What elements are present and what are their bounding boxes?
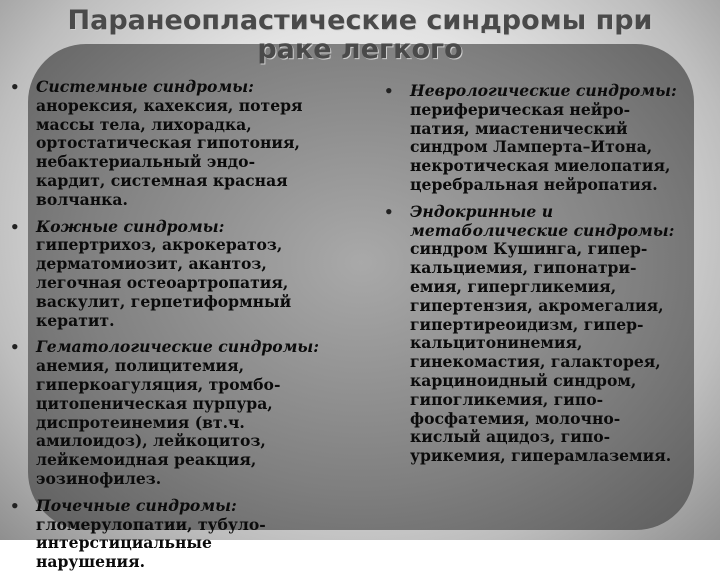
item-text-line: интерстициальные xyxy=(36,533,212,553)
item-text-line: лейкемоидная реакция, xyxy=(36,450,257,470)
item-text-line: массы тела, лихорадка, xyxy=(36,114,252,134)
item-heading: Гематологические синдромы: xyxy=(36,337,320,357)
item-text-line: периферическая нейро- xyxy=(410,99,631,119)
item-text-line: гипертрихоз, акрокератоз, xyxy=(36,235,283,255)
item-text-line: некротическая миелопатия, xyxy=(410,156,671,176)
list-item-renal xyxy=(8,497,374,572)
item-text-line: эозинофилез. xyxy=(36,468,162,488)
item-text-line: анемия, полицитемия, xyxy=(36,356,245,376)
bullet-icon: • xyxy=(10,217,20,236)
left-column xyxy=(8,78,374,580)
item-text-line: ортостатическая гипотония, xyxy=(36,133,300,153)
list-item-neurologic xyxy=(382,82,714,195)
slide-title xyxy=(0,6,720,64)
right-column xyxy=(382,82,714,474)
item-text-line: кислый ацидоз, гипо- xyxy=(410,427,611,447)
title-line-2: раке легкого xyxy=(257,34,463,65)
item-text-line: цитопеническая пурпура, xyxy=(36,393,273,413)
item-text-line: небактериальный эндо- xyxy=(36,152,256,172)
title-line-1: Паранеопластические синдромы при xyxy=(67,5,653,36)
item-text-line: синдром Ламперта–Итона, xyxy=(410,137,653,157)
item-text-line: гинекомастия, галакторея, xyxy=(410,352,661,372)
bullet-icon: • xyxy=(384,202,394,221)
item-text-line: волчанка. xyxy=(36,189,128,209)
item-text-line: кальциемия, гипонатри- xyxy=(410,258,637,278)
item-text-line: васкулит, герпетиформный xyxy=(36,291,292,311)
bullet-icon: • xyxy=(10,496,20,515)
item-text-line: емия, гипергликемия, xyxy=(410,276,617,296)
list-item-systemic xyxy=(8,78,374,210)
item-text-line: диспротеинемия (вт.ч. xyxy=(36,412,245,432)
item-text-line: кальцитонинемия, xyxy=(410,333,583,353)
item-text-line: карциноидный синдром, xyxy=(410,370,637,390)
item-heading: Неврологические синдромы: xyxy=(410,81,677,100)
item-heading: Системные синдромы: xyxy=(36,77,254,96)
item-text-line: синдром Кушинга, гипер- xyxy=(410,239,648,259)
item-text-line: гипогликемия, гипо- xyxy=(410,389,604,409)
list-item-hematologic xyxy=(8,338,374,488)
item-text-line: дерматомиозит, акантоз, xyxy=(36,254,267,274)
item-text-line: кардит, системная красная xyxy=(36,170,288,190)
item-text-line: анорексия, кахексия, потеря xyxy=(36,95,303,115)
item-text-line: гипертиреоидизм, гипер- xyxy=(410,314,644,334)
item-text-line: амилоидоз), лейкоцитоз, xyxy=(36,431,266,451)
item-text-line: легочная остеоартропатия, xyxy=(36,272,289,292)
item-text-line: патия, миастенический xyxy=(410,118,628,138)
bullet-icon: • xyxy=(10,338,20,357)
item-heading: Почечные синдромы: xyxy=(36,495,237,515)
list-item-endocrine xyxy=(382,203,714,466)
item-text-line: гиперкоагуляция, тромбо- xyxy=(36,374,281,394)
bullet-icon: • xyxy=(10,78,20,96)
item-text-line: нарушения. xyxy=(36,552,146,572)
item-text-line: урикемия, гиперамлаземия. xyxy=(410,446,672,466)
list-item-skin xyxy=(8,218,374,331)
item-text-line: фосфатемия, молочно- xyxy=(410,408,621,428)
item-text-line: гипертензия, акромегалия, xyxy=(410,295,664,315)
item-heading: метаболические синдромы: xyxy=(410,220,675,240)
item-heading: Кожные синдромы: xyxy=(36,216,225,236)
item-text-line: гломерулопатии, тубуло- xyxy=(36,514,266,534)
item-text-line: церебральная нейропатия. xyxy=(410,174,658,194)
item-heading: Эндокринные и xyxy=(410,201,554,221)
item-text-line: кератит. xyxy=(36,310,115,330)
bullet-icon: • xyxy=(384,82,394,100)
